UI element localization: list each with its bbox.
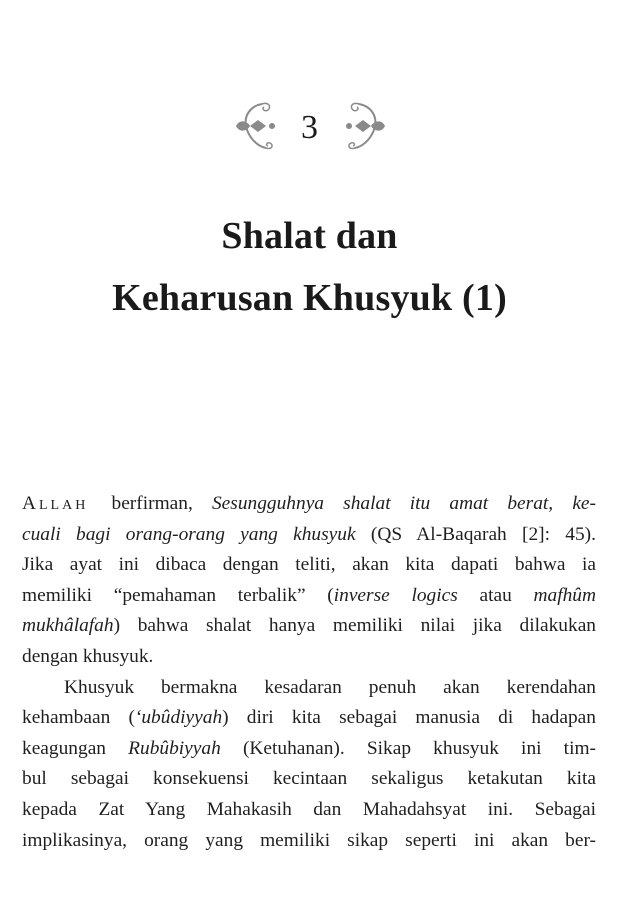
term-italic: mafhûm [533, 584, 596, 606]
chapter-header [0, 92, 619, 172]
quran-quote: cuali bagi orang-orang yang khusyuk [22, 523, 356, 545]
paragraph-2-line-1: Khusyuk bermakna kesadaran penuh akan kerendahan [64, 676, 596, 698]
paragraph-2-line-4: bul sebagai konsekuensi kecintaan sekaligus ketakutan kita [22, 768, 596, 790]
drop-word: Allah [22, 493, 89, 514]
chapter-title-line-1: Shalat dan [221, 215, 398, 258]
chapter-number: 3 [301, 109, 318, 146]
text-run: keagungan [22, 737, 129, 759]
term-italic: mukhâlafah [22, 615, 114, 637]
paragraph-1-line-3: Jika ayat ini dibaca dengan teliti, akan kita dapati bahwa ia [22, 554, 596, 576]
text-run: atau [457, 584, 534, 606]
paragraph-2-line-5: kepada Zat Yang Mahakasih dan Mahadahsyat ini. Sebagai [22, 798, 596, 820]
term-italic: Rubûbiyyah [128, 737, 221, 759]
chapter-title [0, 205, 619, 329]
paragraph-2-line-3 [22, 734, 596, 765]
paragraph-1-line-6: dengan khusyuk. [22, 645, 154, 667]
quran-quote: Sesungguhnya shalat itu amat berat, ke- [211, 493, 596, 514]
paragraph-2-line-2 [22, 703, 596, 734]
citation: (QS Al-Baqarah [2]: 45). [355, 523, 596, 545]
body-text [22, 489, 596, 856]
paragraph-1-line-1 [22, 489, 596, 520]
text-run: (Ketuhanan). Sikap khusyuk ini tim- [220, 737, 596, 759]
paragraph-1-line-4 [22, 581, 596, 612]
term-italic: inverse logics [333, 584, 458, 606]
text-run: memiliki “pemahaman terbalik” ( [22, 584, 334, 606]
text-run: ) diri kita sebagai manusia di hadapan [222, 707, 596, 729]
paragraph-1-line-5 [22, 611, 596, 642]
chapter-title-line-2: Keharusan Khusyuk (1) [112, 277, 507, 320]
term-italic: ‘ubûdiyyah [134, 707, 223, 729]
text-run: kehambaan ( [22, 707, 135, 729]
ornament-right-icon [333, 96, 393, 156]
text-run: ) bahwa shalat hanya memiliki nilai jika dilakukan [113, 615, 596, 637]
paragraph-2-line-6: implikasinya, orang yang memiliki sikap seperti ini akan ber- [22, 829, 596, 851]
paragraph-1-line-2 [22, 520, 596, 551]
text-run: berfirman, [92, 493, 212, 514]
